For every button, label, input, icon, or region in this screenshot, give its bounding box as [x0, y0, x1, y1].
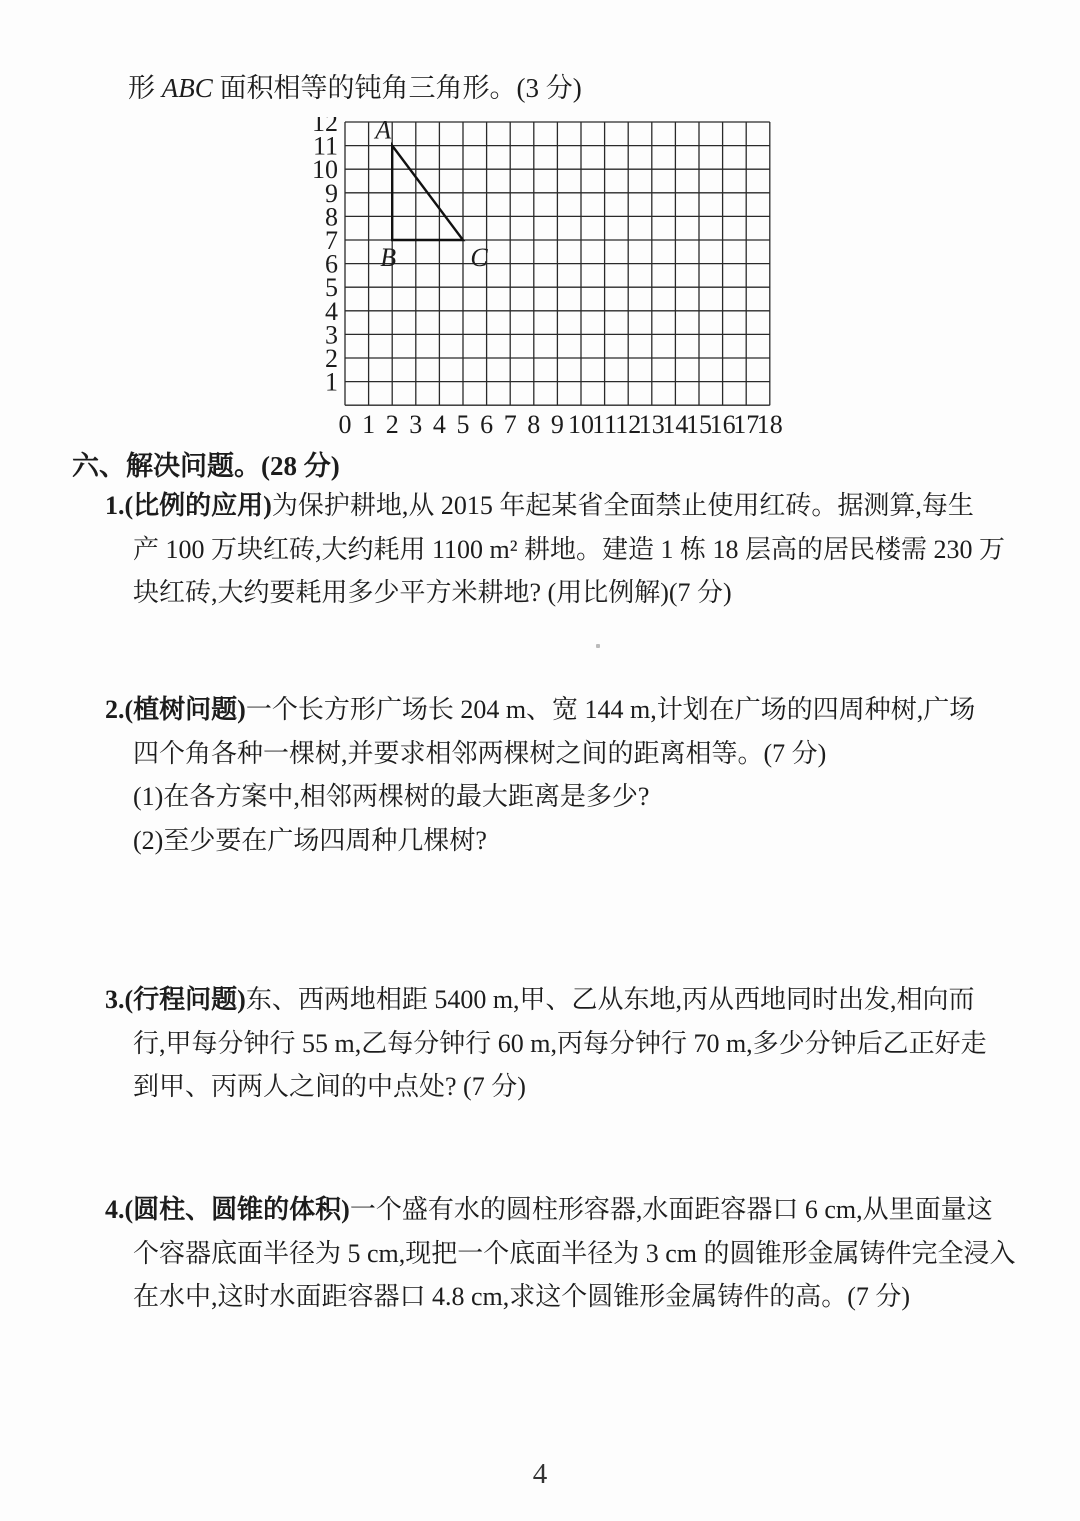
svg-text:1: 1 — [325, 367, 338, 397]
svg-text:10: 10 — [312, 155, 338, 185]
problem-1-line-2: 产 100 万块红砖,大约耗用 1100 m² 耕地。建造 1 栋 18 层高的居民楼需 230 万 — [133, 534, 1006, 564]
svg-text:11: 11 — [592, 410, 618, 440]
problem-2-subitem-1: (1)在各方案中,相邻两棵树的最大距离是多少? — [133, 782, 650, 811]
svg-text:16: 16 — [709, 410, 736, 440]
svg-text:5: 5 — [456, 410, 470, 440]
problem-3-type-label: (行程问题) — [124, 985, 246, 1014]
problem-1-type-label: (比例的应用) — [124, 491, 272, 520]
svg-text:9: 9 — [325, 178, 338, 208]
page-number: 4 — [532, 1458, 548, 1490]
problem-2-text: 一个长方形广场长 204 m、宽 144 m,计划在广场的四周种树,广场 — [245, 695, 976, 724]
svg-text:11: 11 — [312, 131, 338, 161]
problem-3-text: 东、西两地相距 5400 m,甲、乙从东地,丙从西地同时出发,相向而 — [245, 985, 975, 1014]
problem-2-number: 2. — [105, 695, 125, 724]
problem-3-line-2: 行,甲每分钟行 55 m,乙每分钟行 60 m,丙每分钟行 70 m,多少分钟后乙正好走 — [133, 1028, 987, 1058]
svg-text:4: 4 — [325, 296, 338, 326]
svg-text:13: 13 — [638, 410, 665, 440]
problem-1-number: 1. — [105, 491, 125, 520]
svg-text:7: 7 — [325, 226, 338, 255]
problem-2-type-label: (植树问题) — [124, 695, 246, 724]
svg-text:12: 12 — [312, 117, 338, 137]
triangle-name-abc: ABC — [161, 73, 213, 103]
problem-3 — [105, 978, 1015, 1109]
svg-text:2: 2 — [325, 344, 338, 373]
problem-3-number: 3. — [105, 985, 125, 1014]
svg-text:3: 3 — [325, 320, 338, 350]
svg-text:A: A — [375, 117, 392, 145]
problem-4 — [105, 1188, 1015, 1319]
problem-4-number: 4. — [105, 1195, 125, 1224]
problem-4-text: 一个盛有水的圆柱形容器,水面距容器口 6 cm,从里面量这 — [349, 1195, 993, 1224]
svg-text:8: 8 — [325, 202, 338, 232]
intro-suffix: 面积相等的钝角三角形。(3 分) — [212, 73, 582, 103]
svg-text:1: 1 — [362, 410, 376, 440]
problem-1 — [105, 484, 1015, 615]
problem-2-subitem-2: (2)至少要在广场四周种几棵树? — [133, 825, 487, 855]
problem-1-line-1 — [105, 484, 1015, 528]
problem-2-line-2: 四个角各种一棵树,并要求相邻两棵树之间的距离相等。(7 分) — [133, 738, 827, 768]
problem-2-line-1 — [105, 688, 1015, 732]
problem-4-type-label: (圆柱、圆锥的体积) — [124, 1195, 350, 1224]
problem-3-line-1 — [105, 978, 1015, 1022]
svg-text:18: 18 — [756, 410, 783, 440]
svg-text:4: 4 — [432, 410, 446, 440]
problem-1-text: 为保护耕地,从 2015 年起某省全面禁止使用红砖。据测算,每生 — [271, 491, 974, 520]
svg-text:9: 9 — [550, 410, 564, 440]
svg-text:14: 14 — [662, 410, 689, 440]
svg-text:12: 12 — [615, 410, 642, 440]
problem-4-line-3: 在水中,这时水面距容器口 4.8 cm,求这个圆锥形金属铸件的高。(7 分) — [133, 1282, 911, 1311]
svg-text:0: 0 — [338, 410, 352, 440]
svg-text:10: 10 — [568, 410, 594, 440]
section-6-heading: 六、解决问题。(28 分) — [72, 451, 340, 481]
problem-1-line-3: 块红砖,大约要耗用多少平方米耕地? (用比例解)(7 分) — [133, 578, 732, 607]
svg-text:2: 2 — [385, 410, 399, 440]
svg-text:C: C — [470, 243, 488, 272]
svg-text:17: 17 — [733, 410, 760, 440]
svg-text:3: 3 — [409, 410, 423, 440]
svg-text:8: 8 — [527, 410, 541, 440]
coordinate-grid-figure — [307, 117, 787, 449]
scan-speck — [596, 644, 600, 648]
svg-text:6: 6 — [480, 410, 494, 440]
problem-2 — [105, 688, 1015, 862]
question-continuation-text — [128, 70, 582, 106]
problem-4-line-1 — [105, 1188, 1015, 1232]
intro-prefix: 形 — [128, 73, 162, 103]
coordinate-grid — [307, 117, 787, 449]
svg-text:5: 5 — [325, 273, 338, 303]
svg-text:B: B — [380, 243, 397, 272]
svg-text:15: 15 — [686, 410, 712, 440]
svg-text:6: 6 — [325, 249, 338, 279]
problem-4-line-2: 个容器底面半径为 5 cm,现把一个底面半径为 3 cm 的圆锥形金属铸件完全浸入 — [133, 1238, 1016, 1268]
svg-text:7: 7 — [503, 410, 517, 440]
problem-3-line-3: 到甲、丙两人之间的中点处? (7 分) — [133, 1072, 526, 1101]
